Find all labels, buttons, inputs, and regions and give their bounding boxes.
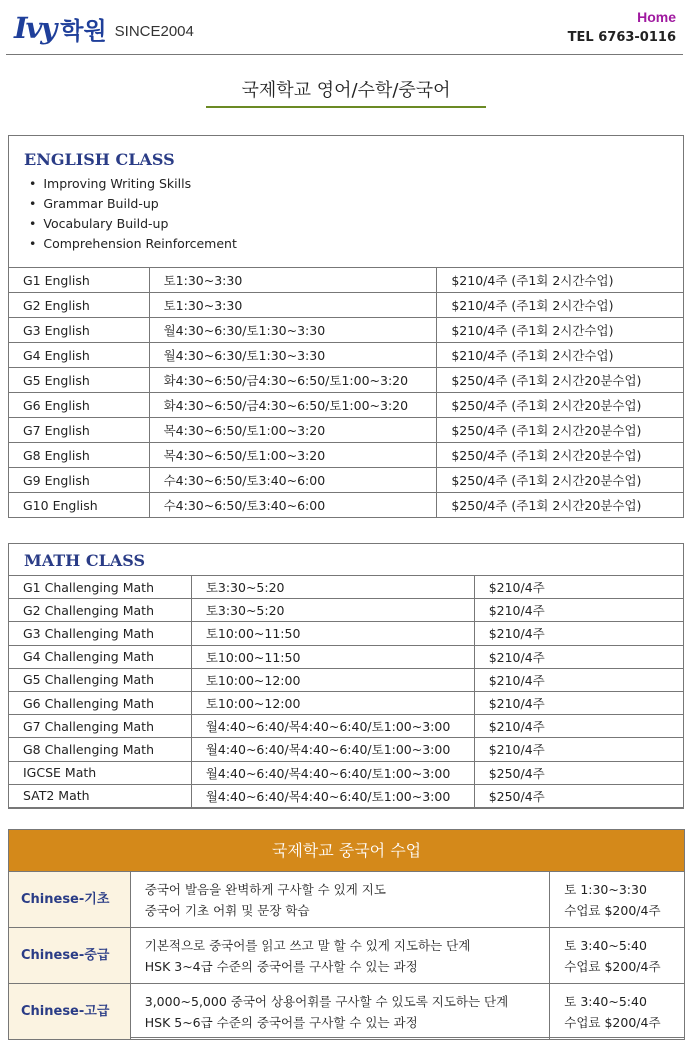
schedule-cell: 월4:40~6:40/목4:40~6:40/토1:00~3:00 — [191, 715, 474, 738]
fee-cell: $250/4주 — [474, 784, 683, 807]
description-cell — [130, 872, 550, 928]
english-skill-list — [29, 174, 237, 254]
schedule-cell: 수4:30~6:50/토3:40~6:00 — [149, 493, 437, 518]
fee-cell: $210/4주 — [474, 599, 683, 622]
time-fee-cell — [550, 984, 685, 1040]
schedule-cell: 토1:30~3:30 — [149, 268, 437, 293]
schedule-cell: 토10:00~12:00 — [191, 668, 474, 691]
level-cell: Chinese-기초 — [9, 872, 131, 928]
table-row — [9, 645, 684, 668]
fee-cell: $210/4주 — [474, 645, 683, 668]
class-cell: G5 Challenging Math — [9, 668, 192, 691]
description-cell — [130, 928, 550, 984]
schedule-cell: 토3:30~5:20 — [191, 599, 474, 622]
list-item: • Grammar Build-up — [29, 194, 237, 214]
english-class-panel — [8, 135, 684, 518]
class-cell: G1 English — [9, 268, 150, 293]
class-cell: G5 English — [9, 368, 150, 393]
table-row — [9, 622, 684, 645]
table-row — [9, 468, 684, 493]
list-item: • Vocabulary Build-up — [29, 214, 237, 234]
description-line: 중국어 발음을 완벽하게 구사할 수 있게 지도 — [144, 881, 386, 897]
tuition-fee: 수업료 $200/4주 — [564, 1014, 661, 1030]
class-cell: G6 English — [9, 393, 150, 418]
schedule-cell: 목4:30~6:50/토1:00~3:20 — [149, 443, 437, 468]
table-row — [9, 784, 684, 807]
list-item: • Comprehension Reinforcement — [29, 234, 237, 254]
schedule-cell: 월4:30~6:30/토1:30~3:30 — [149, 318, 437, 343]
table-row — [9, 318, 684, 343]
class-cell: G2 English — [9, 293, 150, 318]
english-class-title: ENGLISH CLASS — [24, 150, 175, 169]
table-row — [9, 691, 684, 714]
table-row — [9, 761, 684, 784]
schedule-cell: 토1:30~3:30 — [149, 293, 437, 318]
fee-cell: $210/4주 — [474, 738, 683, 761]
description-line: 3,000~5,000 중국어 상용어휘를 구사할 수 있도록 지도하는 단계 — [144, 993, 509, 1009]
schedule-cell: 토3:30~5:20 — [191, 576, 474, 599]
class-cell: G4 English — [9, 343, 150, 368]
fee-cell: $250/4주 (주1회 2시간20분수업) — [437, 393, 684, 418]
table-row — [9, 418, 684, 443]
ivy-logo[interactable] — [14, 13, 194, 43]
table-row — [9, 715, 684, 738]
tuition-fee: 수업료 $200/4주 — [564, 902, 661, 918]
fee-cell: $250/4주 (주1회 2시간20분수업) — [437, 493, 684, 518]
table-row — [9, 984, 685, 1040]
class-cell: G2 Challenging Math — [9, 599, 192, 622]
fee-cell: $210/4주 — [474, 576, 683, 599]
class-cell: SAT2 Math — [9, 784, 192, 807]
fee-cell: $250/4주 (주1회 2시간20분수업) — [437, 443, 684, 468]
logo-ivy-text: Ivy — [14, 11, 56, 45]
description-line: HSK 5~6급 수준의 중국어를 구사할 수 있는 과정 — [144, 1014, 418, 1030]
schedule-cell: 화4:30~6:50/금4:30~6:50/토1:00~3:20 — [149, 368, 437, 393]
class-time: 토 1:30~3:30 — [564, 881, 647, 897]
table-row — [9, 343, 684, 368]
table-row — [9, 268, 684, 293]
chinese-schedule-table — [8, 871, 685, 1040]
class-cell: G7 Challenging Math — [9, 715, 192, 738]
description-line: 중국어 기초 어휘 및 문장 학습 — [144, 902, 310, 918]
fee-cell: $250/4주 — [474, 761, 683, 784]
logo-since: SINCE2004 — [114, 22, 194, 40]
schedule-cell: 월4:30~6:30/토1:30~3:30 — [149, 343, 437, 368]
schedule-cell: 토10:00~11:50 — [191, 622, 474, 645]
table-row — [9, 668, 684, 691]
home-link[interactable]: Home — [637, 9, 676, 25]
class-cell: G8 English — [9, 443, 150, 468]
logo-hakwon-text: 학원 — [60, 16, 107, 45]
list-item: • Improving Writing Skills — [29, 174, 237, 194]
description-cell — [130, 984, 550, 1040]
class-cell: G3 Challenging Math — [9, 622, 192, 645]
fee-cell: $210/4주 (주1회 2시간수업) — [437, 268, 684, 293]
header-divider — [6, 54, 683, 55]
class-time: 토 3:40~5:40 — [564, 937, 647, 953]
english-schedule-table — [8, 267, 684, 518]
table-row — [9, 576, 684, 599]
class-cell: G1 Challenging Math — [9, 576, 192, 599]
class-cell: G8 Challenging Math — [9, 738, 192, 761]
math-class-title: MATH CLASS — [24, 551, 145, 570]
table-row — [9, 493, 684, 518]
table-row — [9, 293, 684, 318]
fee-cell: $210/4주 (주1회 2시간수업) — [437, 293, 684, 318]
schedule-cell: 토10:00~11:50 — [191, 645, 474, 668]
schedule-cell: 월4:40~6:40/목4:40~6:40/토1:00~3:00 — [191, 761, 474, 784]
class-cell: IGCSE Math — [9, 761, 192, 784]
fee-cell: $210/4주 (주1회 2시간수업) — [437, 318, 684, 343]
chinese-class-panel — [8, 829, 685, 1038]
description-line: HSK 3~4급 수준의 중국어를 구사할 수 있는 과정 — [144, 958, 418, 974]
table-row — [9, 393, 684, 418]
schedule-cell: 월4:40~6:40/목4:40~6:40/토1:00~3:00 — [191, 784, 474, 807]
class-cell: G9 English — [9, 468, 150, 493]
level-cell: Chinese-중급 — [9, 928, 131, 984]
english-class-header — [9, 136, 683, 267]
fee-cell: $210/4주 — [474, 622, 683, 645]
table-row — [9, 443, 684, 468]
level-cell: Chinese-고급 — [9, 984, 131, 1040]
schedule-cell: 목4:30~6:50/토1:00~3:20 — [149, 418, 437, 443]
fee-cell: $250/4주 (주1회 2시간20분수업) — [437, 468, 684, 493]
fee-cell: $250/4주 (주1회 2시간20분수업) — [437, 368, 684, 393]
fee-cell: $210/4주 — [474, 715, 683, 738]
time-fee-cell — [550, 872, 685, 928]
fee-cell: $250/4주 (주1회 2시간20분수업) — [437, 418, 684, 443]
page-title: 국제학교 영어/수학/중국어 — [206, 78, 486, 108]
telephone-number: TEL 6763-0116 — [567, 30, 676, 45]
class-cell: G7 English — [9, 418, 150, 443]
class-cell: G6 Challenging Math — [9, 691, 192, 714]
table-row — [9, 738, 684, 761]
fee-cell: $210/4주 (주1회 2시간수업) — [437, 343, 684, 368]
math-schedule-table — [8, 575, 684, 808]
table-row — [9, 872, 685, 928]
math-class-header — [9, 544, 683, 575]
fee-cell: $210/4주 — [474, 691, 683, 714]
schedule-cell: 화4:30~6:50/금4:30~6:50/토1:00~3:20 — [149, 393, 437, 418]
tuition-fee: 수업료 $200/4주 — [564, 958, 661, 974]
schedule-cell: 월4:40~6:40/목4:40~6:40/토1:00~3:00 — [191, 738, 474, 761]
description-line: 기본적으로 중국어를 읽고 쓰고 말 할 수 있게 지도하는 단계 — [144, 937, 471, 953]
chinese-class-title: 국제학교 중국어 수업 — [9, 830, 684, 871]
class-cell: G3 English — [9, 318, 150, 343]
table-row — [9, 928, 685, 984]
fee-cell: $210/4주 — [474, 668, 683, 691]
schedule-cell: 토10:00~12:00 — [191, 691, 474, 714]
table-row — [9, 599, 684, 622]
table-row — [9, 368, 684, 393]
class-cell: G4 Challenging Math — [9, 645, 192, 668]
time-fee-cell — [550, 928, 685, 984]
schedule-cell: 수4:30~6:50/토3:40~6:00 — [149, 468, 437, 493]
math-class-panel — [8, 543, 684, 809]
site-header — [0, 0, 689, 56]
class-cell: G10 English — [9, 493, 150, 518]
class-time: 토 3:40~5:40 — [564, 993, 647, 1009]
